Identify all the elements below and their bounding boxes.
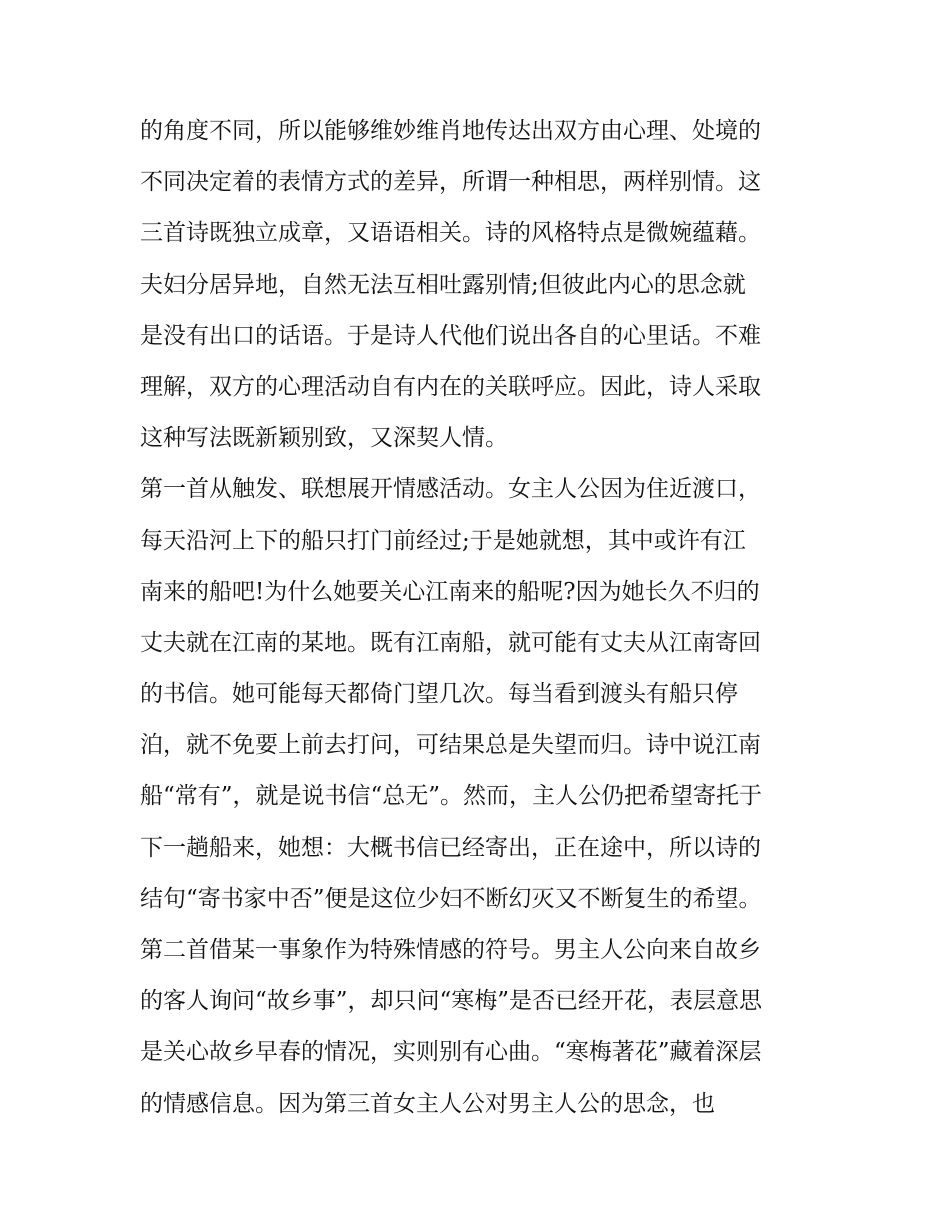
text-line: 每天沿河上下的船只打门前经过;于是她就想，其中或许有江 xyxy=(140,527,746,554)
text-line: 的客人询问“故乡事”，却只问“寒梅”是否已经开花，表层意思 xyxy=(140,988,763,1015)
text-line: 第二首借某一事象作为特殊情感的符号。男主人公向来自故乡 xyxy=(140,937,761,963)
text-line: 南来的船吧!为什么她要关心江南来的船呢?因为她长久不归的 xyxy=(140,578,760,605)
text-line: 是没有出口的话语。于是诗人代他们说出各自的心里话。不难 xyxy=(140,322,761,349)
text-line: 泊，就不免要上前去打问，可结果总是失望而归。诗中说江南 xyxy=(140,732,761,759)
text-line: 的情感信息。因为第三首女主人公对男主人公的思念，也 xyxy=(140,1090,715,1117)
body-text xyxy=(140,106,820,1130)
text-line: 夫妇分居异地，自然无法互相吐露别情;但彼此内心的思念就 xyxy=(140,271,746,298)
text-line: 第一首从触发、联想展开情感活动。女主人公因为住近渡口， xyxy=(140,476,761,503)
text-line: 不同决定着的表情方式的差异，所谓一种相思，两样别情。这 xyxy=(140,169,761,196)
text-line: 结句“寄书家中否”便是这位少妇不断幻灭又不断复生的希望。 xyxy=(140,885,762,912)
text-line: 的书信。她可能每天都倚门望几次。每当看到渡头有船只停 xyxy=(140,681,738,708)
text-line: 丈夫就在江南的某地。既有江南船，就可能有丈夫从江南寄回 xyxy=(140,629,761,656)
text-line: 船“常有”，就是说书信“总无”。然而，主人公仍把希望寄托于 xyxy=(140,783,763,810)
text-line: 的角度不同，所以能够维妙维肖地传达出双方由心理、处境的 xyxy=(140,118,761,144)
text-line: 这种写法既新颖别致，又深契人情。 xyxy=(140,425,508,452)
text-line: 理解，双方的心理活动自有内在的关联呼应。因此，诗人采取 xyxy=(140,373,761,400)
text-line: 下一趟船来，她想：大概书信已经寄出，正在途中，所以诗的 xyxy=(140,834,761,861)
text-line: 三首诗既独立成章，又语语相关。诗的风格特点是微婉蕴藉。 xyxy=(140,220,761,247)
text-line: 是关心故乡早春的情况，实则别有心曲。“寒梅著花”藏着深层 xyxy=(140,1039,762,1066)
